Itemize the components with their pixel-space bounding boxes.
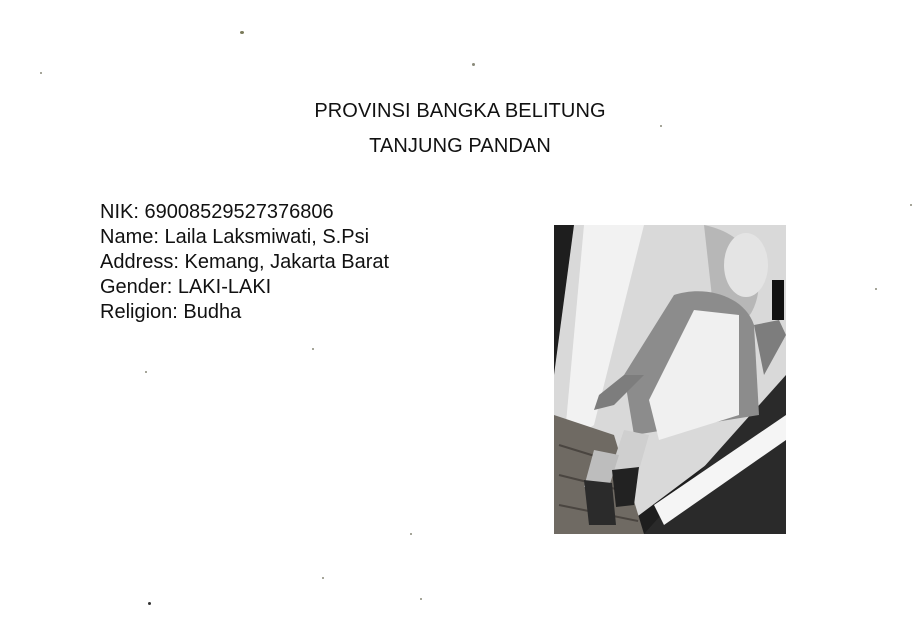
field-value: 69008529527376806	[144, 201, 334, 223]
field-label: Address	[100, 251, 174, 273]
photo-face	[724, 233, 768, 297]
field-value: Budha	[183, 301, 242, 323]
speck	[875, 288, 877, 290]
field-value: Kemang, Jakarta Barat	[184, 251, 390, 273]
speck	[472, 63, 475, 66]
field-religion: Religion: Budha	[100, 301, 242, 323]
speck	[312, 348, 314, 350]
photo-phone	[772, 280, 784, 320]
field-address: Address: Kemang, Jakarta Barat	[100, 251, 390, 273]
field-label: Religion	[100, 301, 173, 323]
field-gender: Gender: LAKI-LAKI	[100, 276, 272, 298]
speck	[148, 602, 151, 605]
photo-illustration	[554, 225, 786, 534]
speck	[322, 577, 324, 579]
speck	[420, 598, 422, 600]
province-title: PROVINSI BANGKA BELITUNG	[314, 100, 606, 122]
field-label: Name	[100, 226, 154, 248]
photo-boot	[584, 480, 616, 525]
field-label: NIK	[100, 201, 134, 223]
city-title: TANJUNG PANDAN	[369, 135, 551, 157]
field-label: Gender	[100, 276, 167, 298]
speck	[660, 125, 662, 127]
field-value: Laila Laksmiwati, S.Psi	[164, 226, 370, 248]
speck	[910, 204, 912, 206]
field-nik: NIK: 69008529527376806	[100, 201, 334, 223]
identity-fields	[100, 200, 389, 325]
speck	[145, 371, 147, 373]
field-name: Name: Laila Laksmiwati, S.Psi	[100, 226, 370, 248]
speck	[240, 31, 244, 34]
speck	[410, 533, 412, 535]
speck	[40, 72, 42, 74]
field-value: LAKI-LAKI	[177, 276, 272, 298]
id-photo	[554, 225, 786, 534]
